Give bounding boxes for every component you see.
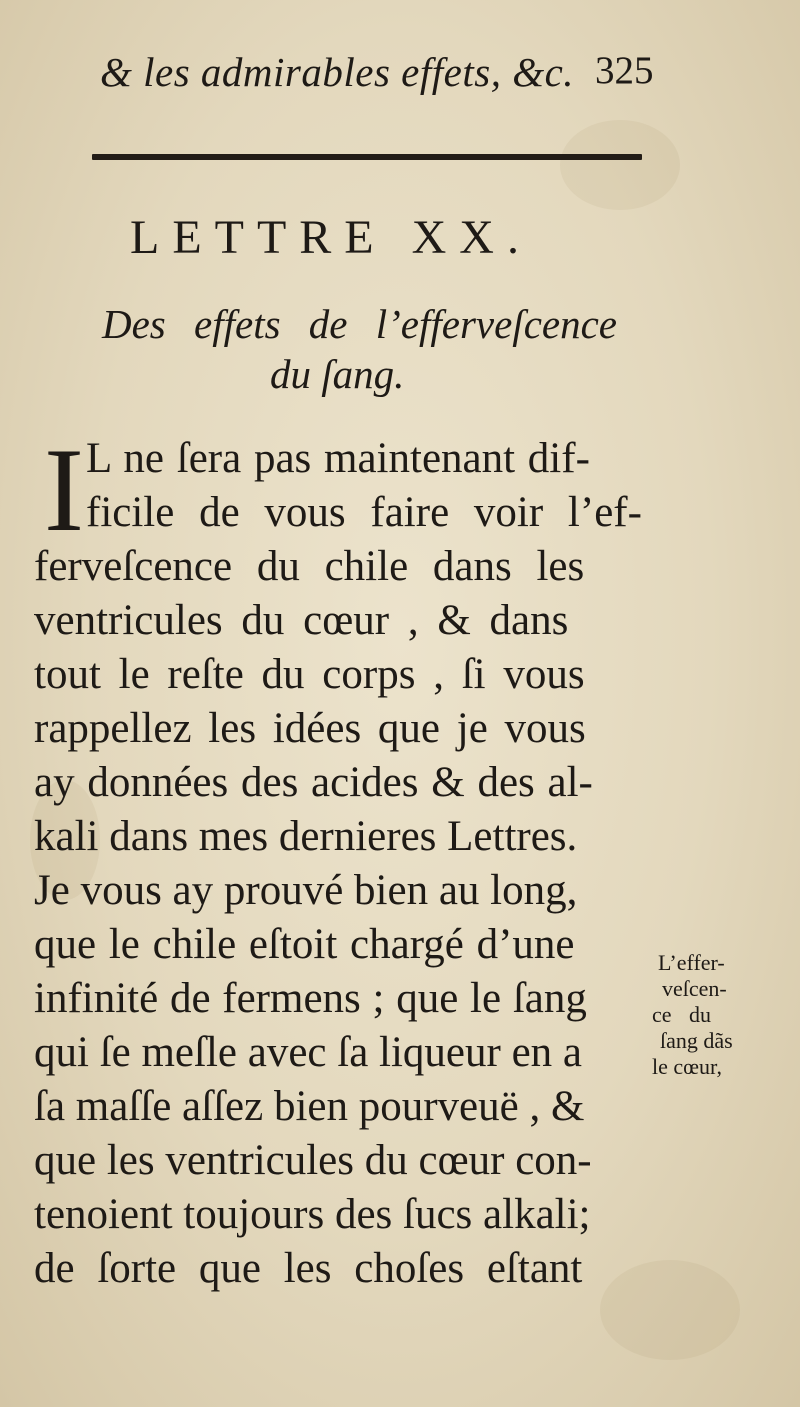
body-line: que le chile eſtoit chargé d’une: [34, 921, 575, 968]
body-line: tenoient toujours des ſucs alkali;: [34, 1191, 591, 1238]
margin-note-line: ce du: [652, 1002, 712, 1027]
body-line: kali dans mes dernieres Lettres.: [34, 813, 578, 860]
letter-heading: LETTRE XX.: [130, 211, 532, 264]
subtitle-line-2: du ſang.: [270, 351, 405, 397]
body-line: tout le reſte du corps , ſi vous: [34, 651, 585, 698]
body-line: ficile de vous faire voir l’ef-: [86, 489, 642, 536]
body-line: ſa maſſe aſſez bien pourveuë , &: [34, 1083, 585, 1130]
page-number: 325: [595, 49, 654, 92]
body-line: rappellez les idées que je vous: [34, 705, 586, 752]
margin-note-line: le cœur,: [652, 1054, 722, 1079]
body-line: que les ventricules du cœur con-: [34, 1137, 592, 1184]
body-line: qui ſe meſle avec ſa liqueur en a: [34, 1029, 582, 1076]
running-head: [100, 48, 680, 108]
body-line: ventricules du cœur , & dans: [34, 597, 569, 644]
margin-note-line: L’effer-: [658, 950, 725, 975]
paper-stain: [600, 1260, 740, 1360]
margin-note-line: ſang dãs: [660, 1028, 733, 1053]
drop-cap: I: [44, 423, 84, 556]
subtitle-line-1: Des effets de l’efferveſcence: [102, 301, 617, 347]
body-line: Je vous ay prouvé bien au long,: [34, 867, 578, 914]
body-line: de ſorte que les choſes eſtant: [34, 1245, 583, 1292]
body-line: ay données des acides & des al-: [34, 759, 593, 806]
running-head-title: & les admirables effets, &c.: [100, 49, 575, 95]
margin-note-line: veſcen-: [662, 976, 727, 1001]
header-rule: [92, 154, 642, 160]
paper-stain: [560, 120, 680, 210]
body-line: infinité de fermens ; que le ſang: [34, 975, 587, 1022]
body-line: ferveſcence du chile dans les: [34, 543, 585, 590]
body-line: L ne ſera pas maintenant dif-: [86, 435, 590, 482]
